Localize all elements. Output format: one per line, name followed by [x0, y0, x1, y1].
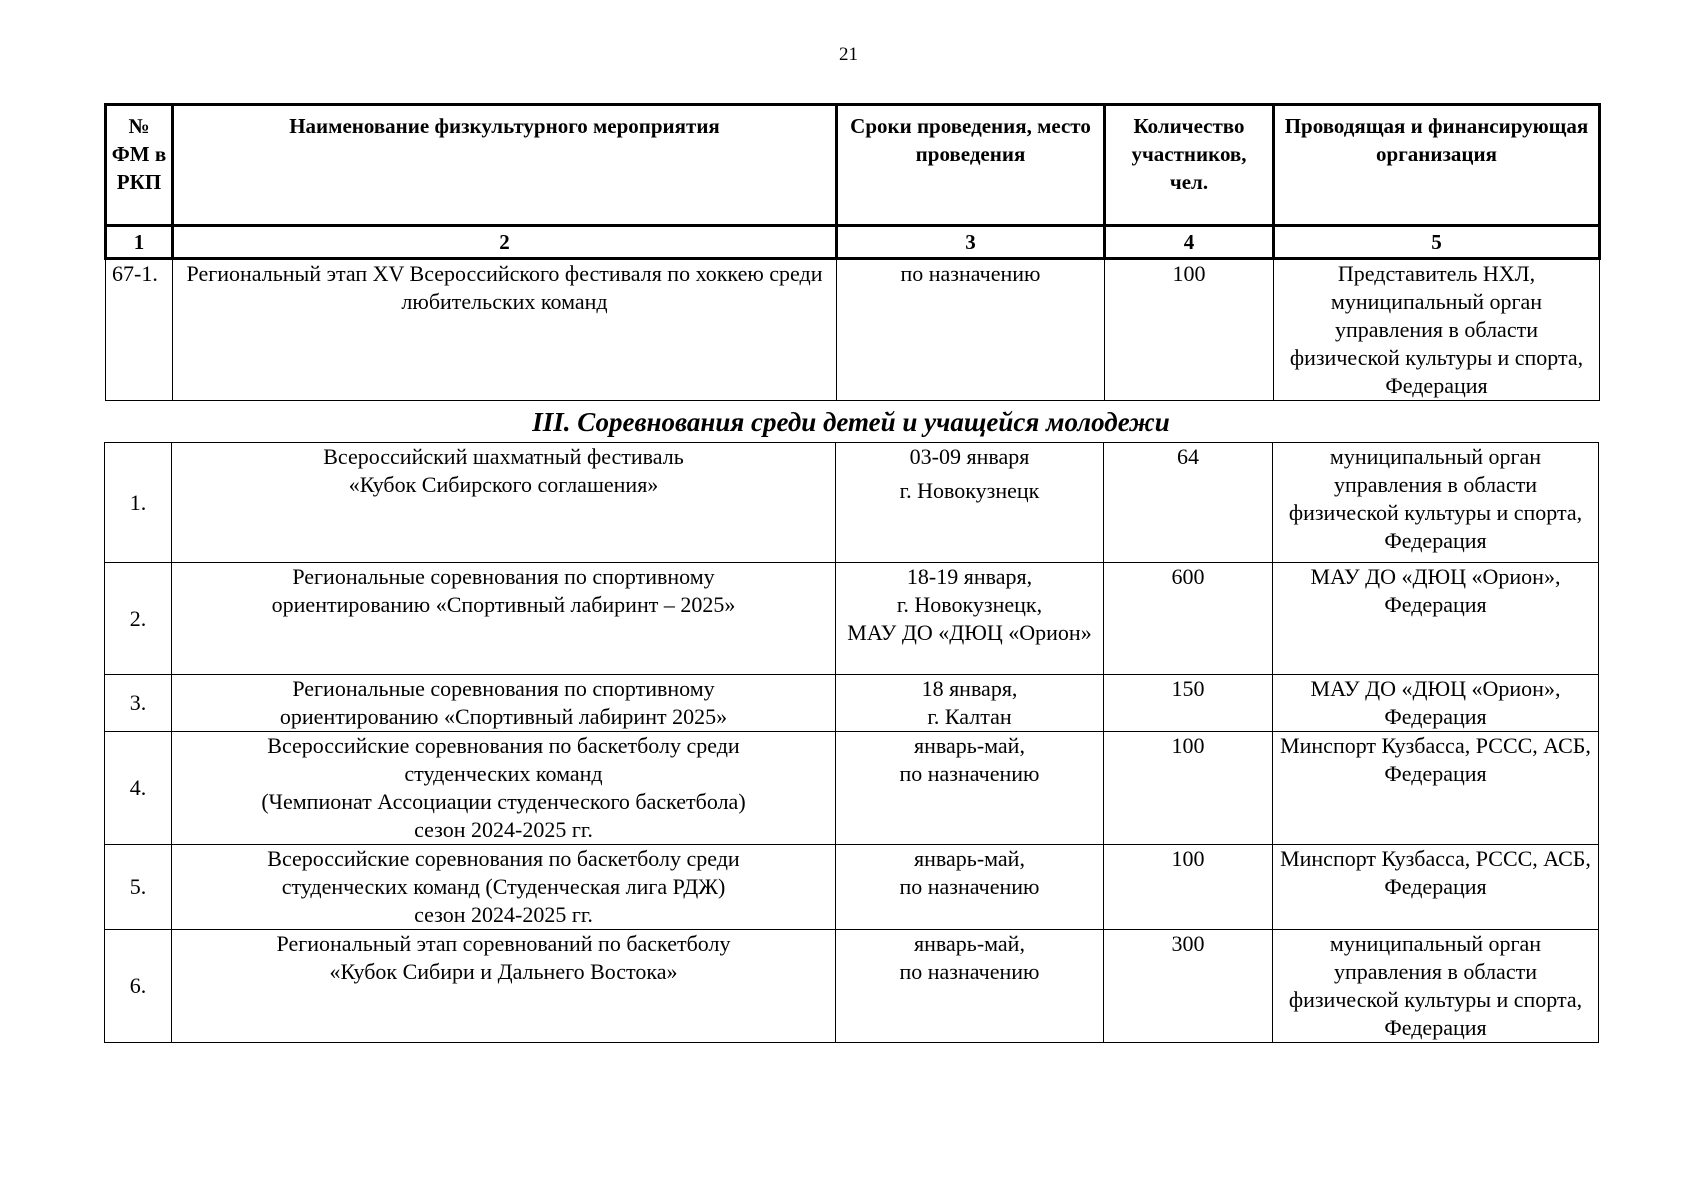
event-dates — [836, 443, 1104, 563]
event-place-line: по назначению — [899, 761, 1040, 786]
event-name-line: Региональный этап соревнований по баскетболу — [276, 931, 731, 956]
event-dates-line: 18 января, — [921, 676, 1018, 701]
event-name — [172, 443, 836, 563]
column-number: 2 — [173, 226, 837, 259]
event-name-line: Всероссийские соревнования по баскетболу среди — [267, 733, 740, 758]
event-dates — [836, 675, 1104, 732]
event-name-line: студенческих команд — [404, 761, 603, 786]
event-name — [172, 732, 836, 845]
table-row — [105, 845, 1599, 930]
event-participants: 64 — [1104, 443, 1273, 563]
table-row — [106, 259, 1600, 401]
table-row — [105, 563, 1599, 675]
table-row — [105, 443, 1599, 563]
event-place-line: г. Новокузнецк, — [896, 592, 1043, 617]
event-dates — [836, 845, 1104, 930]
event-organization: МАУ ДО «ДЮЦ «Орион», Федерация — [1273, 675, 1599, 732]
row-number: 3. — [105, 675, 172, 732]
event-place-line: МАУ ДО «ДЮЦ «Орион» — [847, 620, 1092, 645]
table-row — [105, 930, 1599, 1043]
event-name — [172, 563, 836, 675]
event-place-line: по назначению — [899, 959, 1040, 984]
column-number: 3 — [837, 226, 1105, 259]
event-name-line: «Кубок Сибирского соглашения» — [348, 472, 659, 497]
event-organization: муниципальный орган управления в области физической культуры и спорта, Федерация — [1273, 930, 1599, 1043]
event-name-line: Всероссийские соревнования по баскетболу среди — [267, 846, 740, 871]
header-col-dates: Сроки проведения, место проведения — [837, 105, 1105, 226]
header-col-participants: Количество участников, чел. — [1105, 105, 1274, 226]
event-name-line: (Чемпионат Ассоциации студенческого баскетбола) — [261, 789, 746, 814]
event-participants: 100 — [1105, 259, 1274, 401]
event-organization: МАУ ДО «ДЮЦ «Орион», Федерация — [1273, 563, 1599, 675]
event-name-line: Региональные соревнования по спортивному — [292, 564, 715, 589]
event-name-line: «Кубок Сибири и Дальнего Востока» — [329, 959, 678, 984]
event-organization: муниципальный орган управления в области физической культуры и спорта, Федерация — [1273, 443, 1599, 563]
header-col-name: Наименование физкультурного мероприятия — [173, 105, 837, 226]
event-dates — [836, 930, 1104, 1043]
event-dates: по назначению — [837, 259, 1105, 401]
events-table — [104, 442, 1599, 1043]
event-dates-line: январь-май, — [914, 733, 1025, 758]
event-dates — [836, 563, 1104, 675]
event-name — [172, 675, 836, 732]
page-number: 21 — [839, 44, 858, 65]
event-name-line: Всероссийский шахматный фестиваль — [323, 444, 684, 469]
column-number: 5 — [1274, 226, 1600, 259]
event-place-line: г. Новокузнецк — [899, 478, 1040, 503]
event-name — [172, 845, 836, 930]
event-participants: 100 — [1104, 732, 1273, 845]
event-name — [172, 930, 836, 1043]
section-title: III. Соревнования среди детей и учащейся молодежи — [532, 407, 1170, 437]
event-dates-line: январь-май, — [914, 931, 1025, 956]
event-participants: 100 — [1104, 845, 1273, 930]
event-name: Региональный этап XV Всероссийского фестиваля по хоккею среди любительских команд — [173, 259, 837, 401]
event-organization: Представитель НХЛ, муниципальный орган управления в области физической культуры и спорта, Федерация — [1274, 259, 1600, 401]
event-dates-line: 03-09 января — [909, 444, 1030, 469]
event-participants: 150 — [1104, 675, 1273, 732]
row-number: 67-1. — [106, 259, 173, 401]
column-number-row — [106, 226, 1600, 259]
event-name-line: студенческих команд (Студенческая лига РДЖ) — [281, 874, 726, 899]
row-number: 2. — [105, 563, 172, 675]
header-col-number: № ФМ в РКП — [106, 105, 173, 226]
event-dates-line: 18-19 января, — [906, 564, 1033, 589]
header-row — [106, 105, 1600, 226]
event-dates — [836, 732, 1104, 845]
table-row — [105, 732, 1599, 845]
column-number: 1 — [106, 226, 173, 259]
event-participants: 300 — [1104, 930, 1273, 1043]
column-number: 4 — [1105, 226, 1274, 259]
event-organization: Минспорт Кузбасса, РССС, АСБ, Федерация — [1273, 845, 1599, 930]
event-name-line: Региональные соревнования по спортивному — [292, 676, 715, 701]
row-number: 6. — [105, 930, 172, 1043]
event-name-line: ориентированию «Спортивный лабиринт – 2025» — [271, 592, 736, 617]
event-place-line: по назначению — [899, 874, 1040, 899]
event-name-line: ориентированию «Спортивный лабиринт 2025» — [279, 704, 728, 729]
event-name-line: сезон 2024-2025 гг. — [414, 817, 593, 842]
event-participants: 600 — [1104, 563, 1273, 675]
events-table-header — [104, 103, 1601, 401]
event-name-line: сезон 2024-2025 гг. — [414, 902, 593, 927]
table-row — [105, 675, 1599, 732]
event-place-line: г. Калтан — [927, 704, 1012, 729]
row-number: 4. — [105, 732, 172, 845]
header-col-organization: Проводящая и финансирующая организация — [1274, 105, 1600, 226]
event-dates-line: январь-май, — [914, 846, 1025, 871]
row-number: 1. — [105, 443, 172, 563]
row-number: 5. — [105, 845, 172, 930]
event-organization: Минспорт Кузбасса, РССС, АСБ, Федерация — [1273, 732, 1599, 845]
